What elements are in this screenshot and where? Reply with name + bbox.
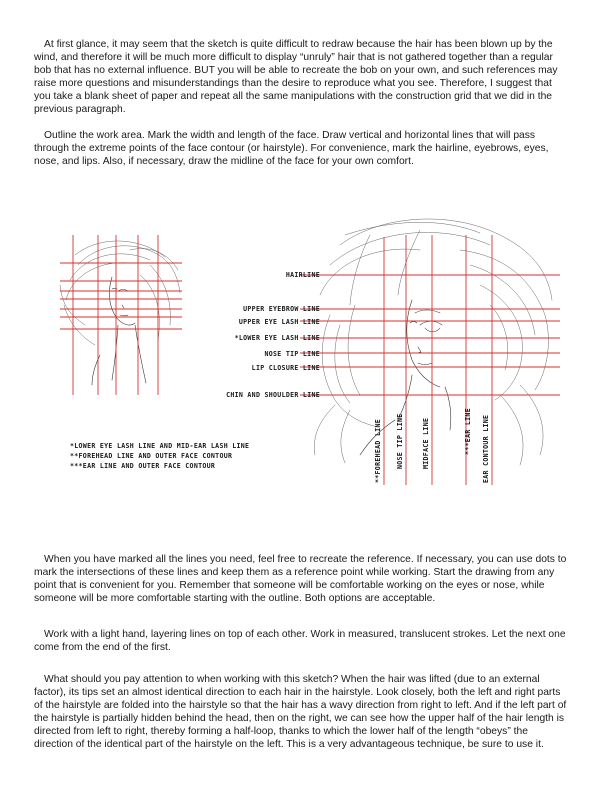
label-nose-tip: NOSE TIP LINE: [264, 350, 320, 358]
label-nose-tip-vertical: NOSE TIP LINE: [396, 413, 404, 469]
footnote-1: *LOWER EYE LASH LINE AND MID-EAR LASH LINE: [70, 442, 250, 450]
label-upper-eyelash: UPPER EYE LASH LINE: [238, 318, 320, 326]
intro-paragraph: At first glance, it may seem that the sketch is quite difficult to redraw because the hair has been blown up by the wind, and therefore it will be much more difficult to display “unruly” hair that is not gathered together than a regular bob that has no external influence. BUT you will be able to recreate the bob on your own, and such references may raise more questions and misunderstandings than the desire to reproduce what you see. Therefore, I suggest that you take a blank sheet of paper and repeat all the same manipulations with the construction grid that we did in the previous paragraph.: [34, 39, 558, 115]
small-reference-sketch: [60, 235, 182, 395]
construction-grid-figure: [0, 205, 600, 545]
label-chin-shoulder: CHIN AND SHOULDER LINE: [226, 391, 320, 399]
label-forehead-line: **FOREHEAD LINE: [374, 418, 382, 483]
label-ear-line: ***EAR LINE: [464, 408, 472, 455]
label-hairline: HAIRLINE: [285, 271, 320, 279]
label-lower-eyelash: *LOWER EYE LASH LINE: [234, 334, 320, 342]
main-hair-sketch: [300, 219, 560, 485]
recreate-paragraph: When you have marked all the lines you need, feel free to recreate the reference. If necessary, you can use dots to mark the intersections of these lines and keep them as a reference point while working. Start the drawing from any point that is convenient for you. Remember that someone will be comfortable working on the eyes or nose, while someone will be more comfortable starting with the outline. Both options are acceptable.: [34, 554, 567, 604]
footnote-2: **FOREHEAD LINE AND OUTER FACE CONTOUR: [70, 452, 233, 460]
label-upper-eyebrow: UPPER EYEBROW LINE: [243, 305, 320, 313]
footnote-3: ***EAR LINE AND OUTER FACE CONTOUR: [70, 462, 216, 470]
figure-footnotes: [70, 442, 249, 470]
outline-paragraph: Outline the work area. Mark the width and length of the face. Draw vertical and horizontal lines that will pass through the extreme points of the face contour (or hairstyle). For convenience, mark the hairline, eyebrows, eyes, nose, and lips. Also, if necessary, draw the midline of the face for your own comfort.: [34, 130, 549, 167]
label-midface-line: MIDFACE LINE: [422, 417, 430, 469]
horizontal-line-labels: [226, 271, 320, 399]
label-lip-closure: LIP CLOSURE LINE: [251, 364, 320, 372]
light-hand-paragraph: Work with a light hand, layering lines on top of each other. Work in measured, translucent strokes. Let the next one come from the end of the first.: [34, 629, 566, 653]
label-ear-contour-line: EAR CONTOUR LINE: [482, 414, 490, 483]
attention-paragraph: What should you pay attention to when working with this sketch? When the hair was lifted (due to an external factor), its tips set an almost identical direction to each hair in the hairstyle. Look closely, both the left and right parts of the hairstyle are folded into the hairstyle so that the hair has a wavy direction from right to left. And if the left part of the hairstyle is partially hidden behind the head, then on the right, we can see how the upper half of the hair length is directed from left to right, thereby forming a half-loop, thanks to which the lower half of the length “obeys” the direction of the identical part of the hairstyle on the left. This is a very advantageous technique, be sure to use it.: [34, 674, 567, 750]
